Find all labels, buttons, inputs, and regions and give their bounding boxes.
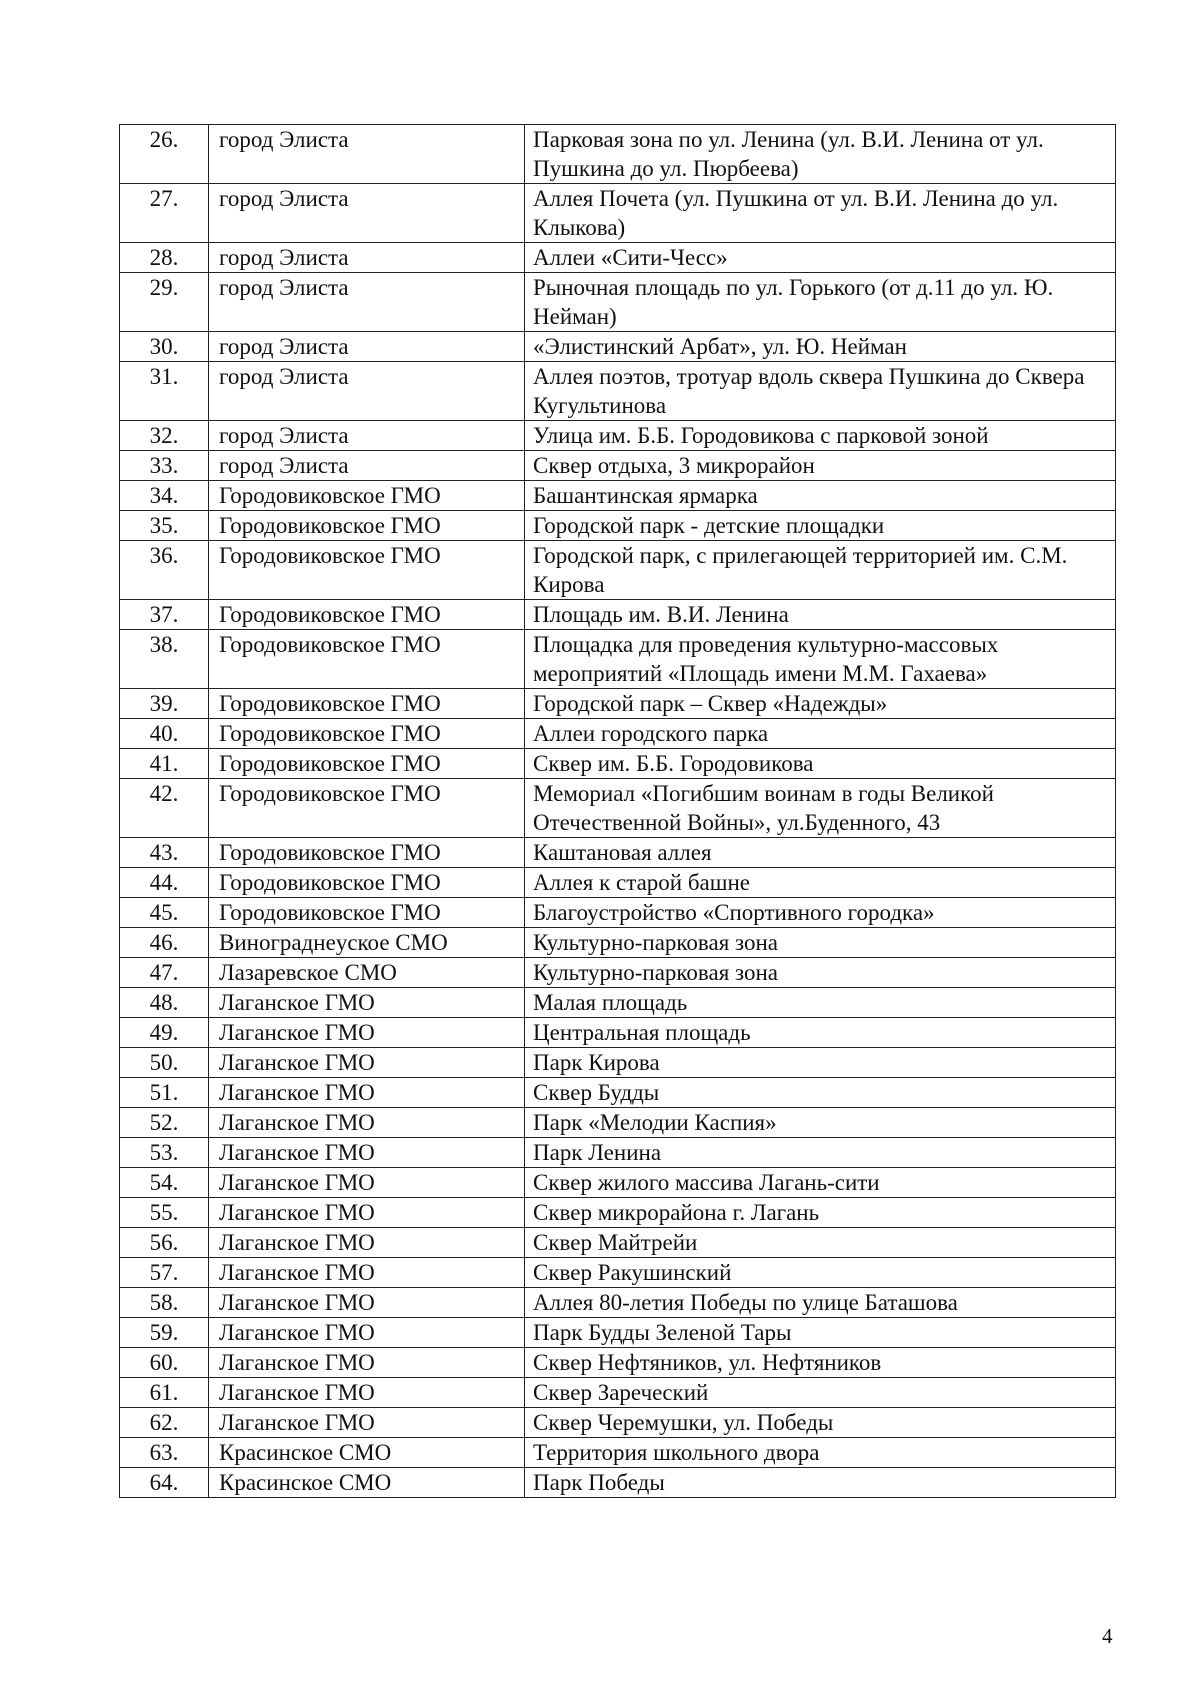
object-cell: Аллея Почета (ул. Пушкина от ул. В.И. Ленина до ул. Клыкова) (525, 184, 1116, 243)
table-row (120, 898, 1116, 928)
row-number: 37. (120, 600, 209, 630)
object-cell: Площадь им. В.И. Ленина (525, 600, 1116, 630)
municipality-cell: Городовиковское ГМО (209, 749, 525, 779)
row-number: 38. (120, 630, 209, 689)
municipality-cell: Лаганское ГМО (209, 1378, 525, 1408)
table-row (120, 1018, 1116, 1048)
row-number: 31. (120, 362, 209, 421)
object-cell: Парк Будды Зеленой Тары (525, 1318, 1116, 1348)
table-row (120, 451, 1116, 481)
row-number: 35. (120, 511, 209, 541)
row-number: 39. (120, 689, 209, 719)
municipality-cell: Лаганское ГМО (209, 1258, 525, 1288)
municipality-cell: Городовиковское ГМО (209, 541, 525, 600)
row-number: 42. (120, 779, 209, 838)
row-number: 62. (120, 1408, 209, 1438)
municipality-cell: город Элиста (209, 273, 525, 332)
row-number: 44. (120, 868, 209, 898)
object-cell: Рыночная площадь по ул. Горького (от д.11 до ул. Ю. Нейман) (525, 273, 1116, 332)
municipality-cell: Лаганское ГМО (209, 1138, 525, 1168)
row-number: 55. (120, 1198, 209, 1228)
table-row (120, 541, 1116, 600)
municipality-cell: Винограднеyское СМО (209, 928, 525, 958)
object-cell: Аллея к старой башне (525, 868, 1116, 898)
table-row (120, 1228, 1116, 1258)
row-number: 29. (120, 273, 209, 332)
row-number: 60. (120, 1348, 209, 1378)
row-number: 64. (120, 1468, 209, 1498)
table-row (120, 689, 1116, 719)
municipality-cell: Лаганское ГМО (209, 1168, 525, 1198)
object-cell: Мемориал «Погибшим воинам в годы Великой Отечественной Войны», ул.Буденного, 43 (525, 779, 1116, 838)
table-row (120, 600, 1116, 630)
municipality-cell: Городовиковское ГМО (209, 511, 525, 541)
row-number: 46. (120, 928, 209, 958)
row-number: 48. (120, 988, 209, 1018)
object-cell: Сквер микрорайона г. Лагань (525, 1198, 1116, 1228)
table-row (120, 1258, 1116, 1288)
table-row (120, 1198, 1116, 1228)
object-cell: Сквер Заречеcкий (525, 1378, 1116, 1408)
municipality-cell: Городовиковское ГМО (209, 719, 525, 749)
municipality-cell: город Элиста (209, 125, 525, 184)
object-cell: Аллея 80-летия Победы по улице Баташова (525, 1288, 1116, 1318)
municipality-cell: Городовиковское ГМО (209, 600, 525, 630)
municipality-cell: город Элиста (209, 421, 525, 451)
table-row (120, 273, 1116, 332)
row-number: 33. (120, 451, 209, 481)
municipality-cell: Лаганское ГМО (209, 1288, 525, 1318)
row-number: 63. (120, 1438, 209, 1468)
object-cell: Улица им. Б.Б. Городовикова с парковой зоной (525, 421, 1116, 451)
municipality-cell: Лаганское ГМО (209, 1018, 525, 1048)
row-number: 54. (120, 1168, 209, 1198)
municipality-cell: Лаганское ГМО (209, 1408, 525, 1438)
row-number: 34. (120, 481, 209, 511)
object-cell: Сквер им. Б.Б. Городовикова (525, 749, 1116, 779)
row-number: 56. (120, 1228, 209, 1258)
row-number: 43. (120, 838, 209, 868)
municipality-cell: Городовиковское ГМО (209, 838, 525, 868)
table-row (120, 421, 1116, 451)
page-number: 4 (1102, 1624, 1113, 1648)
table-row (120, 928, 1116, 958)
object-cell: Центральная площадь (525, 1018, 1116, 1048)
object-cell: Городской парк - детские площадки (525, 511, 1116, 541)
table-row (120, 1048, 1116, 1078)
table-row (120, 988, 1116, 1018)
object-cell: Парк Ленина (525, 1138, 1116, 1168)
object-cell: Малая площадь (525, 988, 1116, 1018)
object-cell: Аллея поэтов, тротуар вдоль сквера Пушкина до Сквера Кугультинова (525, 362, 1116, 421)
municipality-cell: Красинское СМО (209, 1438, 525, 1468)
table-row (120, 958, 1116, 988)
municipality-cell: Лаганское ГМО (209, 1348, 525, 1378)
table-row (120, 749, 1116, 779)
row-number: 36. (120, 541, 209, 600)
table-row (120, 184, 1116, 243)
municipality-cell: город Элиста (209, 184, 525, 243)
object-cell: Парк Победы (525, 1468, 1116, 1498)
municipality-cell: Лаганское ГМО (209, 1108, 525, 1138)
objects-table (119, 124, 1116, 1498)
object-cell: Благоустройство «Спортивного городка» (525, 898, 1116, 928)
object-cell: «Элистинский Арбат», ул. Ю. Нейман (525, 332, 1116, 362)
object-cell: Городской парк, с прилегающей территорией им. С.М. Кирова (525, 541, 1116, 600)
table-row (120, 630, 1116, 689)
row-number: 53. (120, 1138, 209, 1168)
table-row (120, 1288, 1116, 1318)
municipality-cell: Городовиковское ГМО (209, 481, 525, 511)
row-number: 28. (120, 243, 209, 273)
row-number: 30. (120, 332, 209, 362)
object-cell: Сквер жилого массива Лагань-сити (525, 1168, 1116, 1198)
table-row (120, 1378, 1116, 1408)
municipality-cell: Городовиковское ГМО (209, 868, 525, 898)
municipality-cell: Лаганское ГМО (209, 1198, 525, 1228)
table-row (120, 838, 1116, 868)
table-row (120, 719, 1116, 749)
municipality-cell: город Элиста (209, 332, 525, 362)
object-cell: Парковая зона по ул. Ленина (ул. В.И. Ленина от ул. Пушкина до ул. Пюрбеева) (525, 125, 1116, 184)
municipality-cell: Городовиковское ГМО (209, 630, 525, 689)
row-number: 47. (120, 958, 209, 988)
table-row (120, 511, 1116, 541)
object-cell: Сквер Ракушинский (525, 1258, 1116, 1288)
row-number: 26. (120, 125, 209, 184)
object-cell: Парк Кирова (525, 1048, 1116, 1078)
table-row (120, 1468, 1116, 1498)
table-row (120, 1408, 1116, 1438)
row-number: 49. (120, 1018, 209, 1048)
municipality-cell: Городовиковское ГМО (209, 689, 525, 719)
table-row (120, 1138, 1116, 1168)
object-cell: Площадка для проведения культурно-массовых мероприятий «Площадь имени М.М. Гахаева» (525, 630, 1116, 689)
table-row (120, 1108, 1116, 1138)
object-cell: Сквер Нефтяников, ул. Нефтяников (525, 1348, 1116, 1378)
table-row (120, 1078, 1116, 1108)
row-number: 41. (120, 749, 209, 779)
table-row (120, 362, 1116, 421)
municipality-cell: город Элиста (209, 362, 525, 421)
object-cell: Аллеи «Сити-Чесс» (525, 243, 1116, 273)
municipality-cell: Лаганское ГМО (209, 1078, 525, 1108)
row-number: 57. (120, 1258, 209, 1288)
municipality-cell: Городовиковское ГМО (209, 779, 525, 838)
municipality-cell: Лаганское ГМО (209, 1048, 525, 1078)
municipality-cell: Красинское СМО (209, 1468, 525, 1498)
object-cell: Сквер Майтрейи (525, 1228, 1116, 1258)
object-cell: Парк «Мелодии Каспия» (525, 1108, 1116, 1138)
table-row (120, 332, 1116, 362)
object-cell: Сквер Черемушки, ул. Победы (525, 1408, 1116, 1438)
row-number: 45. (120, 898, 209, 928)
object-cell: Каштановая аллея (525, 838, 1116, 868)
object-cell: Сквер Будды (525, 1078, 1116, 1108)
object-cell: Башантинская ярмарка (525, 481, 1116, 511)
municipality-cell: Лаганское ГМО (209, 988, 525, 1018)
table-row (120, 1318, 1116, 1348)
table-row (120, 779, 1116, 838)
row-number: 32. (120, 421, 209, 451)
municipality-cell: город Элиста (209, 243, 525, 273)
table-row (120, 125, 1116, 184)
municipality-cell: город Элиста (209, 451, 525, 481)
object-cell: Культурно-парковая зона (525, 928, 1116, 958)
row-number: 51. (120, 1078, 209, 1108)
row-number: 58. (120, 1288, 209, 1318)
object-cell: Сквер отдыха, 3 микрорайон (525, 451, 1116, 481)
municipality-cell: Лаганское ГМО (209, 1228, 525, 1258)
municipality-cell: Городовиковское ГМО (209, 898, 525, 928)
table-body (120, 125, 1116, 1498)
row-number: 27. (120, 184, 209, 243)
row-number: 59. (120, 1318, 209, 1348)
row-number: 50. (120, 1048, 209, 1078)
row-number: 61. (120, 1378, 209, 1408)
table-row (120, 243, 1116, 273)
table-row (120, 481, 1116, 511)
object-cell: Городской парк – Сквер «Надежды» (525, 689, 1116, 719)
table-row (120, 1348, 1116, 1378)
object-cell: Аллеи городского парка (525, 719, 1116, 749)
row-number: 52. (120, 1108, 209, 1138)
municipality-cell: Лазаревское СМО (209, 958, 525, 988)
table-row (120, 1438, 1116, 1468)
municipality-cell: Лаганское ГМО (209, 1318, 525, 1348)
object-cell: Территория школьного двора (525, 1438, 1116, 1468)
object-cell: Культурно-парковая зона (525, 958, 1116, 988)
table-row (120, 868, 1116, 898)
table-row (120, 1168, 1116, 1198)
row-number: 40. (120, 719, 209, 749)
